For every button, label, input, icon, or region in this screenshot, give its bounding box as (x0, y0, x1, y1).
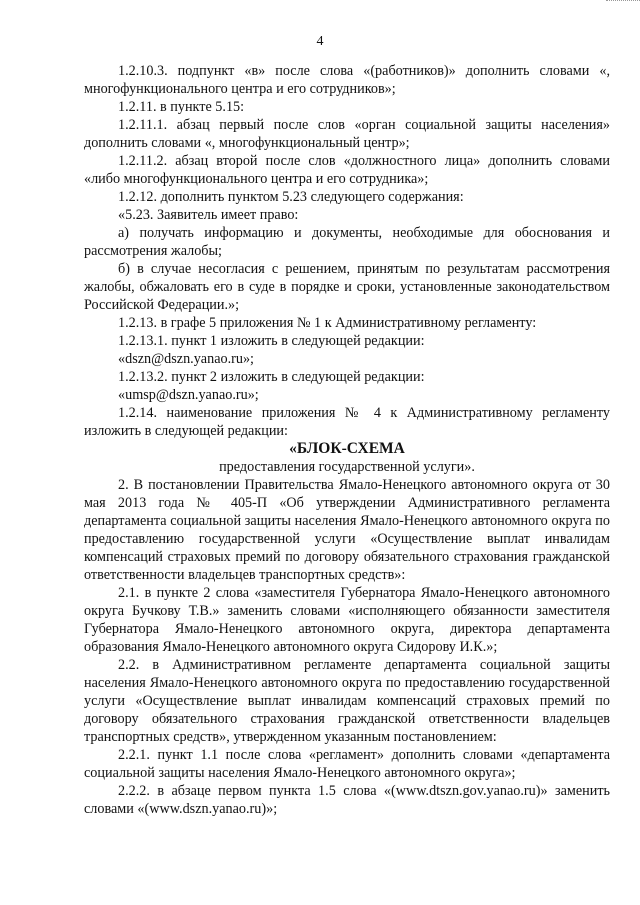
paragraph: 1.2.11.1. абзац первый после слов «орган социальной защиты населения» дополнить словами «, многофункциональный центр»; (84, 117, 610, 151)
paragraph: «5.23. Заявитель имеет право: (118, 207, 299, 223)
document-body (84, 62, 610, 818)
scan-artifact (606, 0, 640, 4)
paragraph: 1.2.13. в графе 5 приложения № 1 к Административному регламенту: (118, 315, 537, 331)
paragraph: «umsp@dszn.yanao.ru»; (118, 387, 259, 403)
paragraph: 1.2.13.2. пункт 2 изложить в следующей редакции: (118, 369, 425, 385)
paragraph: 1.2.10.3. подпункт «в» после слова «(работников)» дополнить словами «, многофункционального центра и его сотрудников»; (84, 63, 610, 97)
paragraph: «dszn@dszn.yanao.ru»; (118, 351, 254, 367)
paragraph: 1.2.11. в пункте 5.15: (118, 99, 245, 115)
block-scheme-subtitle: предоставления государственной услуги». (219, 459, 475, 475)
paragraph: 2.2. в Административном регламенте департамента социальной защиты населения Ямало-Ненецкого автономного округа по предоставлению государственной услуги «Осуществление выплат инвалидам компенсаций страховых премий по договору обязательного страхования гражданской ответственности владельцев транспортных средств», утвержденном указанным постановлением: (84, 657, 610, 745)
block-scheme-title: «БЛОК-СХЕМА (289, 440, 405, 457)
page-number: 4 (316, 34, 324, 49)
paragraph: 2.2.2. в абзаце первом пункта 1.5 слова «(www.dtszn.gov.yanao.ru)» заменить словами «(www.dszn.yanao.ru)»; (84, 783, 610, 817)
paragraph: 1.2.11.2. абзац второй после слов «должностного лица» дополнить словами «либо многофункционального центра и его сотрудника»; (84, 153, 610, 187)
paragraph: 1.2.12. дополнить пунктом 5.23 следующего содержания: (118, 189, 464, 205)
paragraph: б) в случае несогласия с решением, принятым по результатам рассмотрения жалобы, обжаловать его в суде в порядке и сроки, установленные законодательством Российской Федерации.»; (84, 261, 610, 313)
paragraph: 2. В постановлении Правительства Ямало-Ненецкого автономного округа от 30 мая 2013 года № 405-П «Об утверждении Административного регламента департамента социальной защиты населения Ямало-Ненецкого автономного округа по предоставлению государственной услуги «Осуществление выплат инвалидам компенсаций страховых премий по договору обязательного страхования гражданской ответственности владельцев транспортных средств»: (84, 477, 610, 583)
paragraph: 1.2.13.1. пункт 1 изложить в следующей редакции: (118, 333, 425, 349)
paragraph: 2.2.1. пункт 1.1 после слова «регламент» дополнить словами «департамента социальной защиты населения Ямало-Ненецкого автономного округа»; (84, 747, 610, 781)
paragraph: 2.1. в пункте 2 слова «заместителя Губернатора Ямало-Ненецкого автономного округа Бучкову Т.В.» заменить словами «исполняющего обязанности заместителя Губернатора Ямало-Ненецкого автономного округа, директора департамента образования Ямало-Ненецкого автономного округа Сидорову И.К.»; (84, 585, 610, 655)
paragraph: а) получать информацию и документы, необходимые для обоснования и рассмотрения жалобы; (84, 225, 610, 259)
paragraph: 1.2.14. наименование приложения № 4 к Административному регламенту изложить в следующей редакции: (84, 405, 610, 439)
